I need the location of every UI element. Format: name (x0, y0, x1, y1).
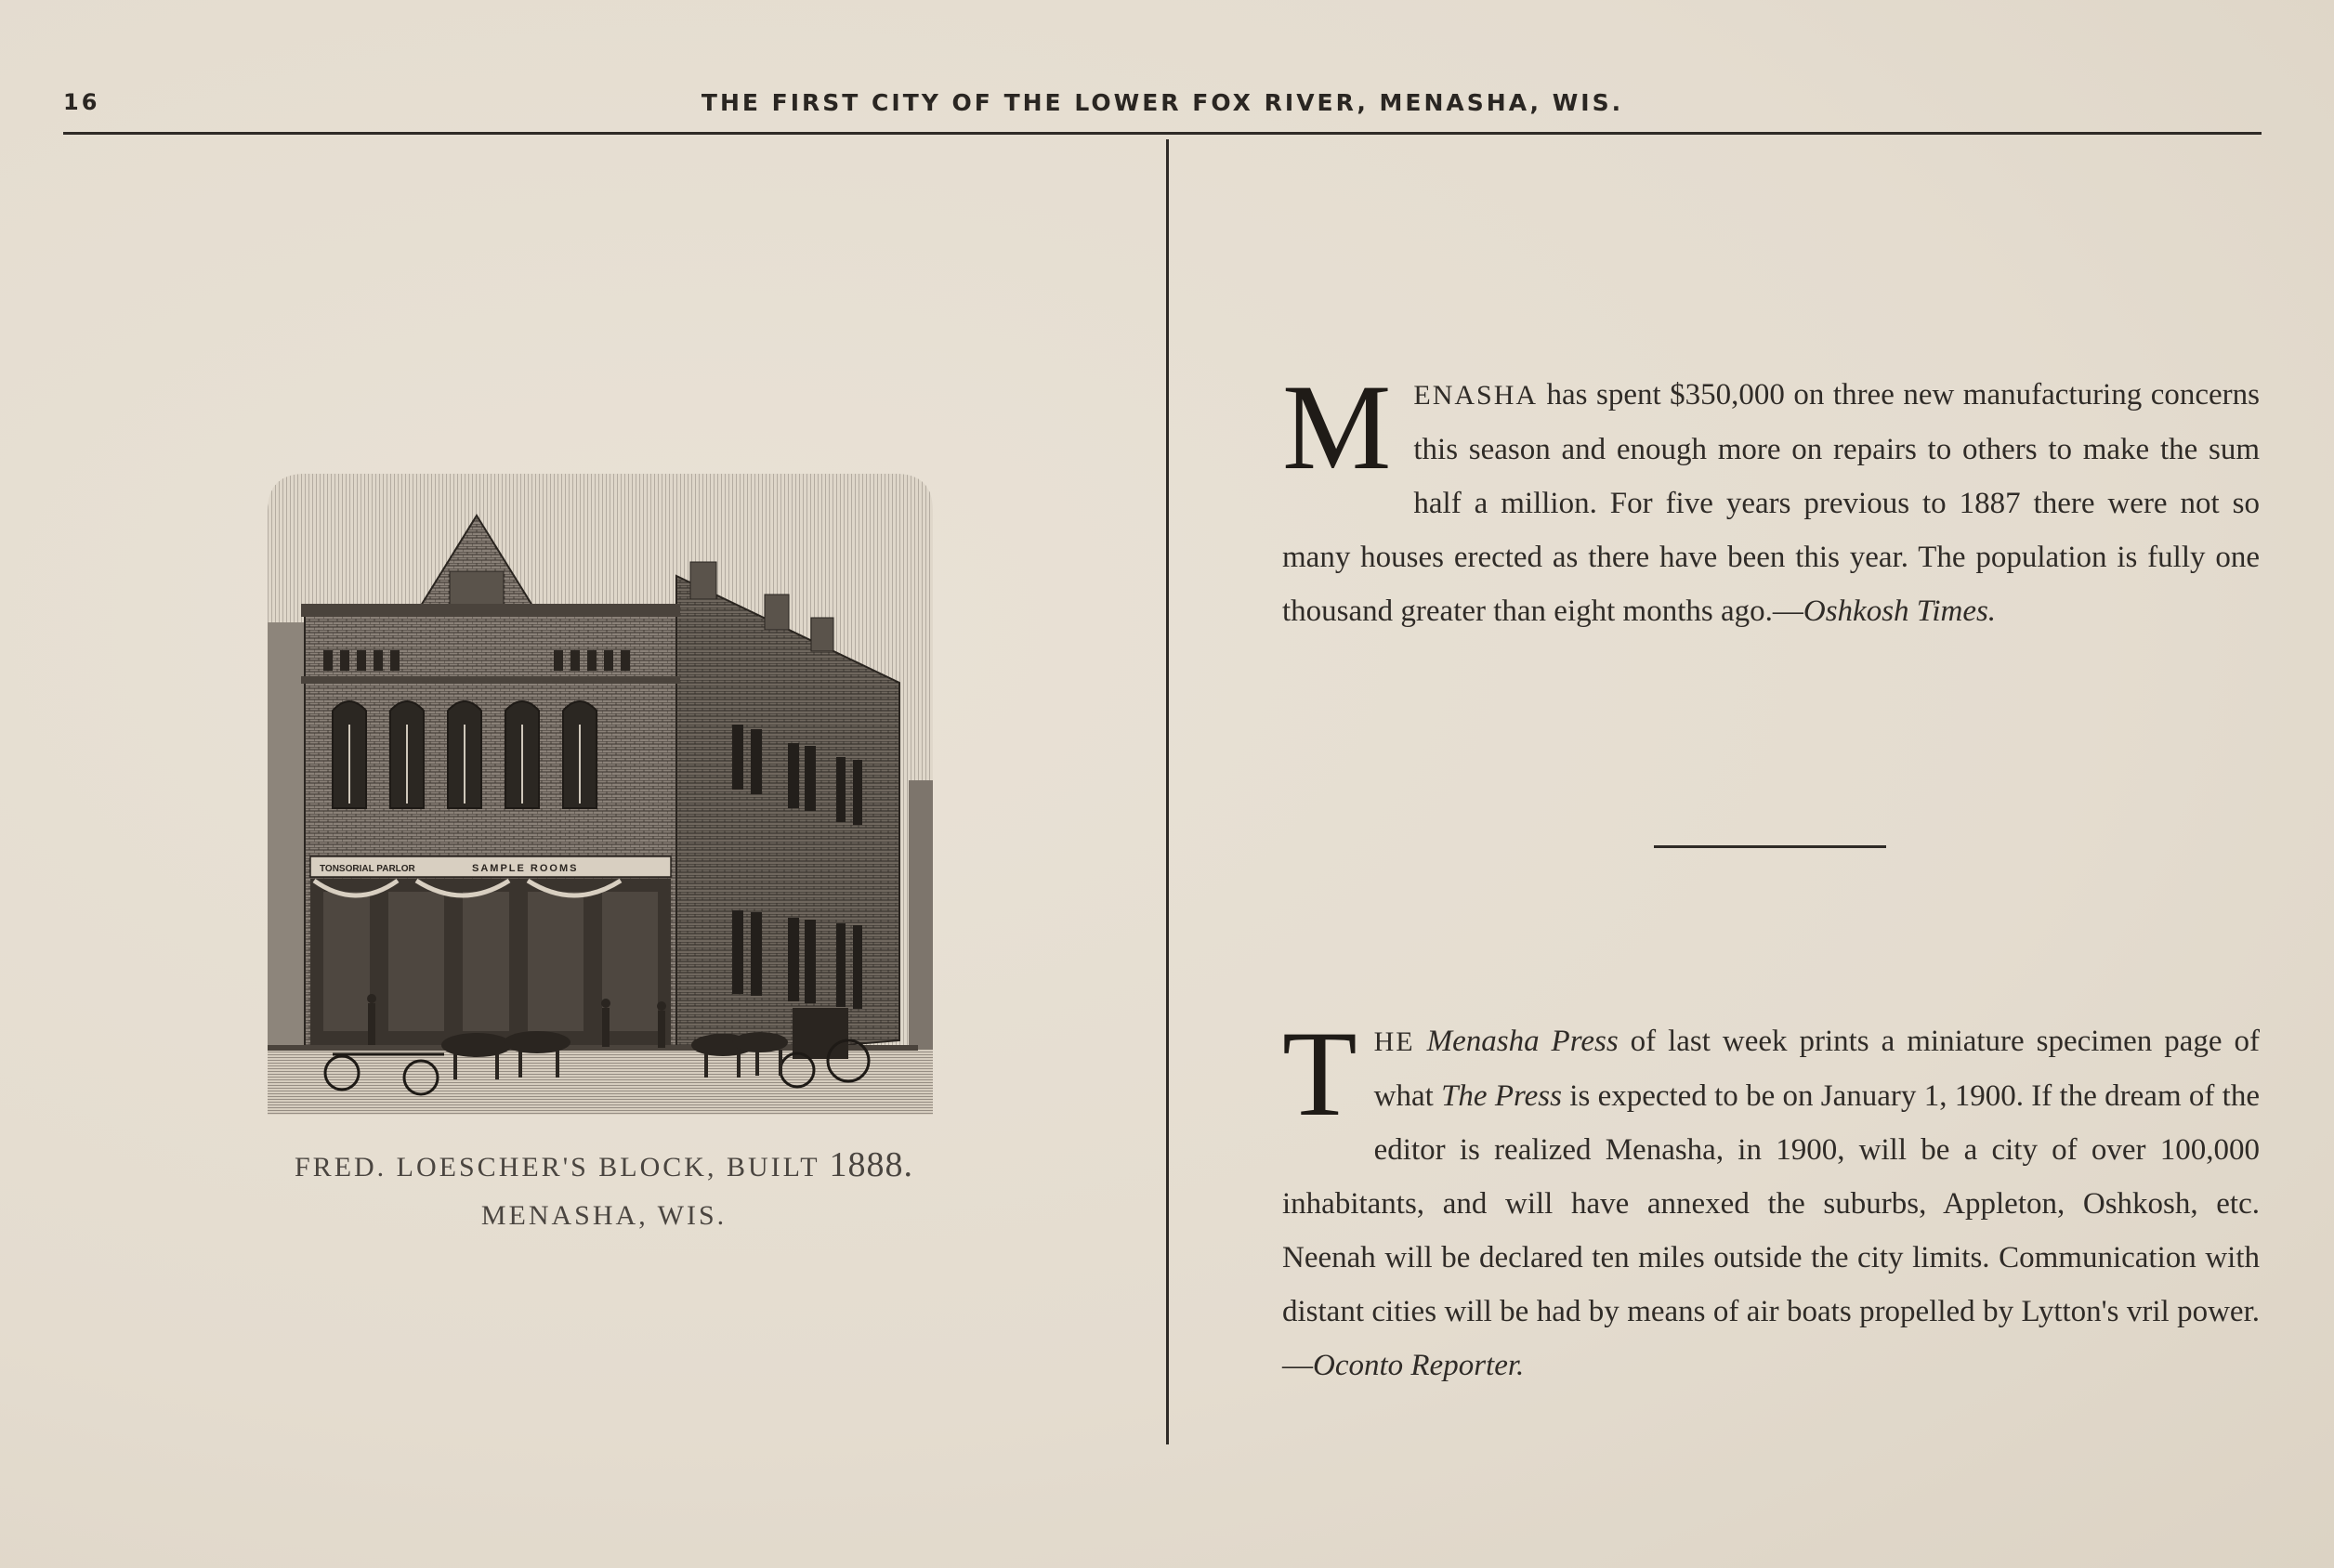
caption-year: 1888. (829, 1145, 913, 1184)
running-title: THE FIRST CITY OF THE LOWER FOX RIVER, MENASHA, WIS. (701, 89, 1624, 116)
illustration-caption (223, 1141, 985, 1240)
building-engraving (268, 474, 933, 1115)
article2-source: Oconto Reporter. (1313, 1349, 1525, 1382)
header-rule (63, 132, 2262, 135)
article2-text-1: of last week prints a miniature specimen page of what (1373, 1025, 2260, 1113)
article1-body: has spent $350,000 on three new manufacturing concerns this season and enough more on repairs to others to make the sum half a million. For five years previous to 1887 there were not so many houses erected as there have been this year. The population is fully one thousand greater than eight months ago.— (1282, 378, 2260, 628)
article-menasha-spending (1282, 359, 2260, 638)
caption-line-1 (223, 1141, 985, 1192)
article2-text-2: is expected to be on January 1, 1900. If the dream of the editor is realized Menasha, in 1900, will be a city of over 100,000 inhabitants, and will have annexed the suburbs, Appleton, Oshkosh, etc. Neenah will be declared ten miles outside the city limits. Communication with distant cities will be had by means of air boats propelled by Lytton's vril power.— (1282, 1079, 2260, 1382)
caption-title: FRED. LOESCHER'S BLOCK, BUILT (295, 1152, 830, 1183)
page-number: 16 (63, 89, 100, 115)
caption-line-2: MENASHA, WIS. (480, 1200, 728, 1231)
column-divider-rule (1166, 139, 1169, 1444)
article2-lead: HE (1373, 1026, 1415, 1057)
article-divider (1654, 845, 1886, 848)
article2-italic-menasha-press: Menasha Press (1426, 1025, 1619, 1058)
article-menasha-press (1282, 1005, 2260, 1392)
article2-italic-the-press: The Press (1441, 1079, 1562, 1113)
article1-lead: ENASHA (1413, 380, 1539, 411)
sign-tonsorial-parlor: TONSORIAL PARLOR (320, 864, 415, 874)
dropcap-t: T (1282, 1005, 1357, 1142)
article1-source: Oshkosh Times. (1803, 595, 1997, 628)
sign-sample-rooms: SAMPLE ROOMS (472, 863, 579, 874)
dropcap-m: M (1282, 359, 1392, 495)
page-header (63, 85, 2262, 123)
